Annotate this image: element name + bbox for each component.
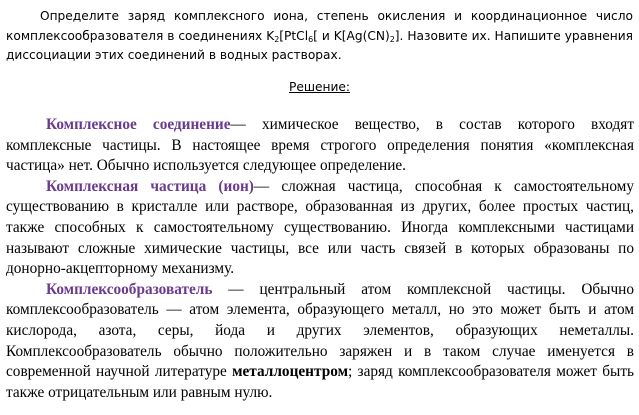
task-text-part: [ и K[Ag(CN) — [313, 28, 390, 43]
solution-heading: Решение: — [289, 80, 350, 94]
bold-term: металлоцентром — [232, 363, 348, 381]
definition-text: — сложная частица, способная к самостоятельному существованию в кристалле или растворе, образованная из других, более простых частиц, также способных к самостоятельному существованию. Иногда комплексными частицами называют сложные химические частицы, все или часть связей в которых образованы по донорно-акцепторному механизму. — [6, 177, 635, 278]
task-text-part: ]. Назовите их. Напишите уравнения диссоциации этих соединений в водных растворах. — [6, 28, 633, 62]
definition-paragraph — [6, 280, 634, 404]
subscript: 2 — [389, 34, 395, 44]
task-statement — [6, 7, 633, 66]
definition-paragraph — [6, 115, 634, 177]
task-text-part: [PtCl — [279, 28, 309, 43]
solution-body — [6, 115, 634, 403]
definition-term: Комплексообразователь — [46, 280, 213, 298]
definition-text: — центральный атом комплексной частицы. Обычно комплексообразователь — атом элемента, образующего металл, но это может быть и атом кислорода, азота, серы, йода и других элементов, образующих неметаллы. Комплексообразователь обычно положительно заряжен и в таком случае именуется в современной научной литературе — [6, 280, 634, 381]
definition-text: — химическое вещество, в состав которого входят комплексные частицы. В настоящее время строгого определения понятия «комплексная частица» нет. Обычно используется следующее определение. — [6, 116, 635, 175]
definition-term: Комплексная частица (ион) — [46, 177, 254, 195]
task-text-part: Определите заряд комплексного иона, степень окисления и координационное число комплексообразователя в соединениях K — [6, 9, 633, 43]
definition-paragraph — [6, 177, 634, 280]
definition-term: Комплексное соединение — [46, 116, 231, 133]
definition-text: ; заряд комплексообразователя может быть также отрицательным или равным нулю. — [6, 363, 634, 401]
subscript: 2 — [274, 34, 280, 44]
subscript: 6 — [308, 34, 314, 44]
